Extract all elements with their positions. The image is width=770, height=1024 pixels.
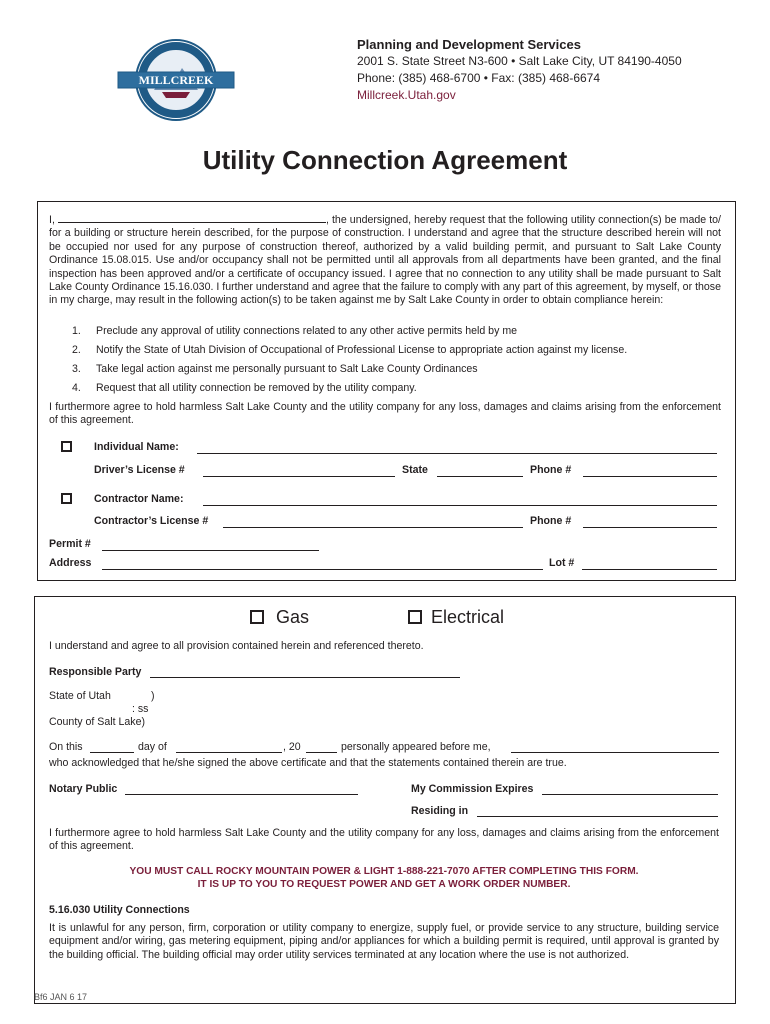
- state-label: State: [402, 464, 428, 476]
- drivers-license-label: Driver’s License #: [94, 464, 185, 476]
- electrical-label: Electrical: [431, 607, 505, 627]
- list-item: 2. Notify the State of Utah Division of Occupational of Professional License to appropriate action against my license.: [72, 344, 628, 356]
- acknowledged-text: who acknowledged that he/she signed the above certificate and that the statements contained therein are true.: [49, 757, 567, 769]
- logo-wordmark: MILLCREEK: [138, 73, 214, 87]
- commission-expires-field[interactable]: [542, 794, 718, 795]
- month-field[interactable]: [176, 752, 282, 753]
- lot-label: Lot #: [549, 557, 575, 569]
- individual-name-field[interactable]: [197, 453, 717, 454]
- ordinance-text: It is unlawful for any person, firm, corporation or utility company to energize, supply fuel, or provide service to any structure, building service equipment and/or wiring, gas metering equipment, piping and/or appliances for which a building permit is required, until approval is granted by the building official. The building official may order utility services terminated at any location where the use is not authorized.: [49, 922, 719, 961]
- permit-field[interactable]: [102, 550, 319, 551]
- org-name: Planning and Development Services: [357, 37, 581, 52]
- contractor-checkbox[interactable]: [61, 493, 72, 504]
- form-code: Bf6 JAN 6 17: [34, 992, 88, 1002]
- venue-paren: ): [151, 690, 155, 702]
- list-item: 1. Preclude any approval of utility connections related to any other active permits held by me: [72, 325, 518, 337]
- drivers-license-field[interactable]: [203, 476, 395, 477]
- page-title: Utility Connection Agreement: [202, 145, 568, 175]
- state-field[interactable]: [437, 476, 523, 477]
- millcreek-logo: [112, 38, 240, 122]
- contractors-license-label: Contractor’s License #: [94, 515, 209, 527]
- org-phone-fax: Phone: (385) 468-6700 • Fax: (385) 468-6674: [357, 71, 601, 85]
- applicant-name-field[interactable]: [58, 213, 326, 223]
- electrical-checkbox[interactable]: [408, 610, 422, 624]
- gas-checkbox[interactable]: [250, 610, 264, 624]
- hold-harmless-text-2: I furthermore agree to hold harmless Salt Lake County and the utility company for any loss, damages and claims arising from the enforcement of this agreement.: [49, 827, 719, 853]
- residing-in-field[interactable]: [477, 816, 718, 817]
- lot-field[interactable]: [582, 569, 717, 570]
- address-label: Address: [49, 557, 92, 569]
- notary-public-field[interactable]: [125, 794, 358, 795]
- individual-checkbox[interactable]: [61, 441, 72, 452]
- commission-expires-label: My Commission Expires: [411, 783, 534, 795]
- on-this-label: On this: [49, 741, 83, 753]
- permit-label: Permit #: [49, 538, 91, 550]
- year-field[interactable]: [306, 752, 337, 753]
- phone-label: Phone #: [530, 464, 572, 476]
- list-item: 4. Request that all utility connection be removed by the utility company.: [72, 382, 417, 394]
- year-prefix-label: , 20: [283, 741, 301, 753]
- ss-text: : ss: [132, 703, 149, 715]
- phone-field[interactable]: [583, 476, 717, 477]
- agreement-intro: I, , the undersigned, hereby request that the following utility connection(s) be made to/ for a building or structure herein described, for the purpose of construction. I understand and agree that the structure described herein will not be occupied nor used for any purpose of construction thereof, authorized by a valid building permit, and pursuant to Salt Lake County Ordinance 15.08.015. Use and/or occupancy shall not be permitted until all approvals from all departments have been granted, and the final inspection has been approved and/or a certificate of occupancy issued. I agree that no connection to any utility shall be made pursuant to Salt Lake County Ordinance 15.16.030. I further understand and agree that the failure to comply with any part of this agreement, by myself, or those in my charge, may result in the following action(s) to be taken against me by Salt Lake County in order to obtain compliance herein:: [49, 214, 721, 307]
- contractor-name-label: Contractor Name:: [94, 493, 184, 505]
- call-notice-line1: YOU MUST CALL ROCKY MOUNTAIN POWER & LIGHT 1-888-221-7070 AFTER COMPLETING THIS FORM.: [129, 866, 639, 877]
- individual-name-label: Individual Name:: [94, 441, 179, 453]
- org-address: 2001 S. State Street N3-600 • Salt Lake City, UT 84190-4050: [357, 54, 682, 68]
- org-website-link[interactable]: Millcreek.Utah.gov: [357, 88, 456, 102]
- hold-harmless-text: I furthermore agree to hold harmless Salt Lake County and the utility company for any loss, damages and claims arising from the enforcement of this agreement.: [49, 401, 721, 427]
- day-field[interactable]: [90, 752, 134, 753]
- ordinance-heading: 5.16.030 Utility Connections: [49, 904, 190, 916]
- responsible-party-field[interactable]: [150, 677, 460, 678]
- contractor-phone-field[interactable]: [583, 527, 717, 528]
- responsible-party-label: Responsible Party: [49, 666, 142, 678]
- list-item: 3. Take legal action against me personally pursuant to Salt Lake County Ordinances: [72, 363, 478, 375]
- county-text: County of Salt Lake): [49, 716, 145, 728]
- state-of-utah-text: State of Utah: [49, 690, 111, 702]
- address-field[interactable]: [102, 569, 543, 570]
- contractors-license-field[interactable]: [223, 527, 523, 528]
- org-info: [357, 36, 682, 104]
- understand-text: I understand and agree to all provision contained herein and referenced thereto.: [49, 640, 424, 652]
- contractor-name-field[interactable]: [203, 505, 717, 506]
- call-notice-line2: IT IS UP TO YOU TO REQUEST POWER AND GET A WORK ORDER NUMBER.: [197, 879, 571, 890]
- appeared-name-field[interactable]: [511, 752, 719, 753]
- personally-appeared-label: personally appeared before me,: [341, 741, 491, 753]
- contractor-phone-label: Phone #: [530, 515, 572, 527]
- gas-label: Gas: [276, 607, 310, 627]
- notary-public-label: Notary Public: [49, 783, 118, 795]
- residing-in-label: Residing in: [411, 805, 469, 817]
- day-of-label: day of: [138, 741, 167, 753]
